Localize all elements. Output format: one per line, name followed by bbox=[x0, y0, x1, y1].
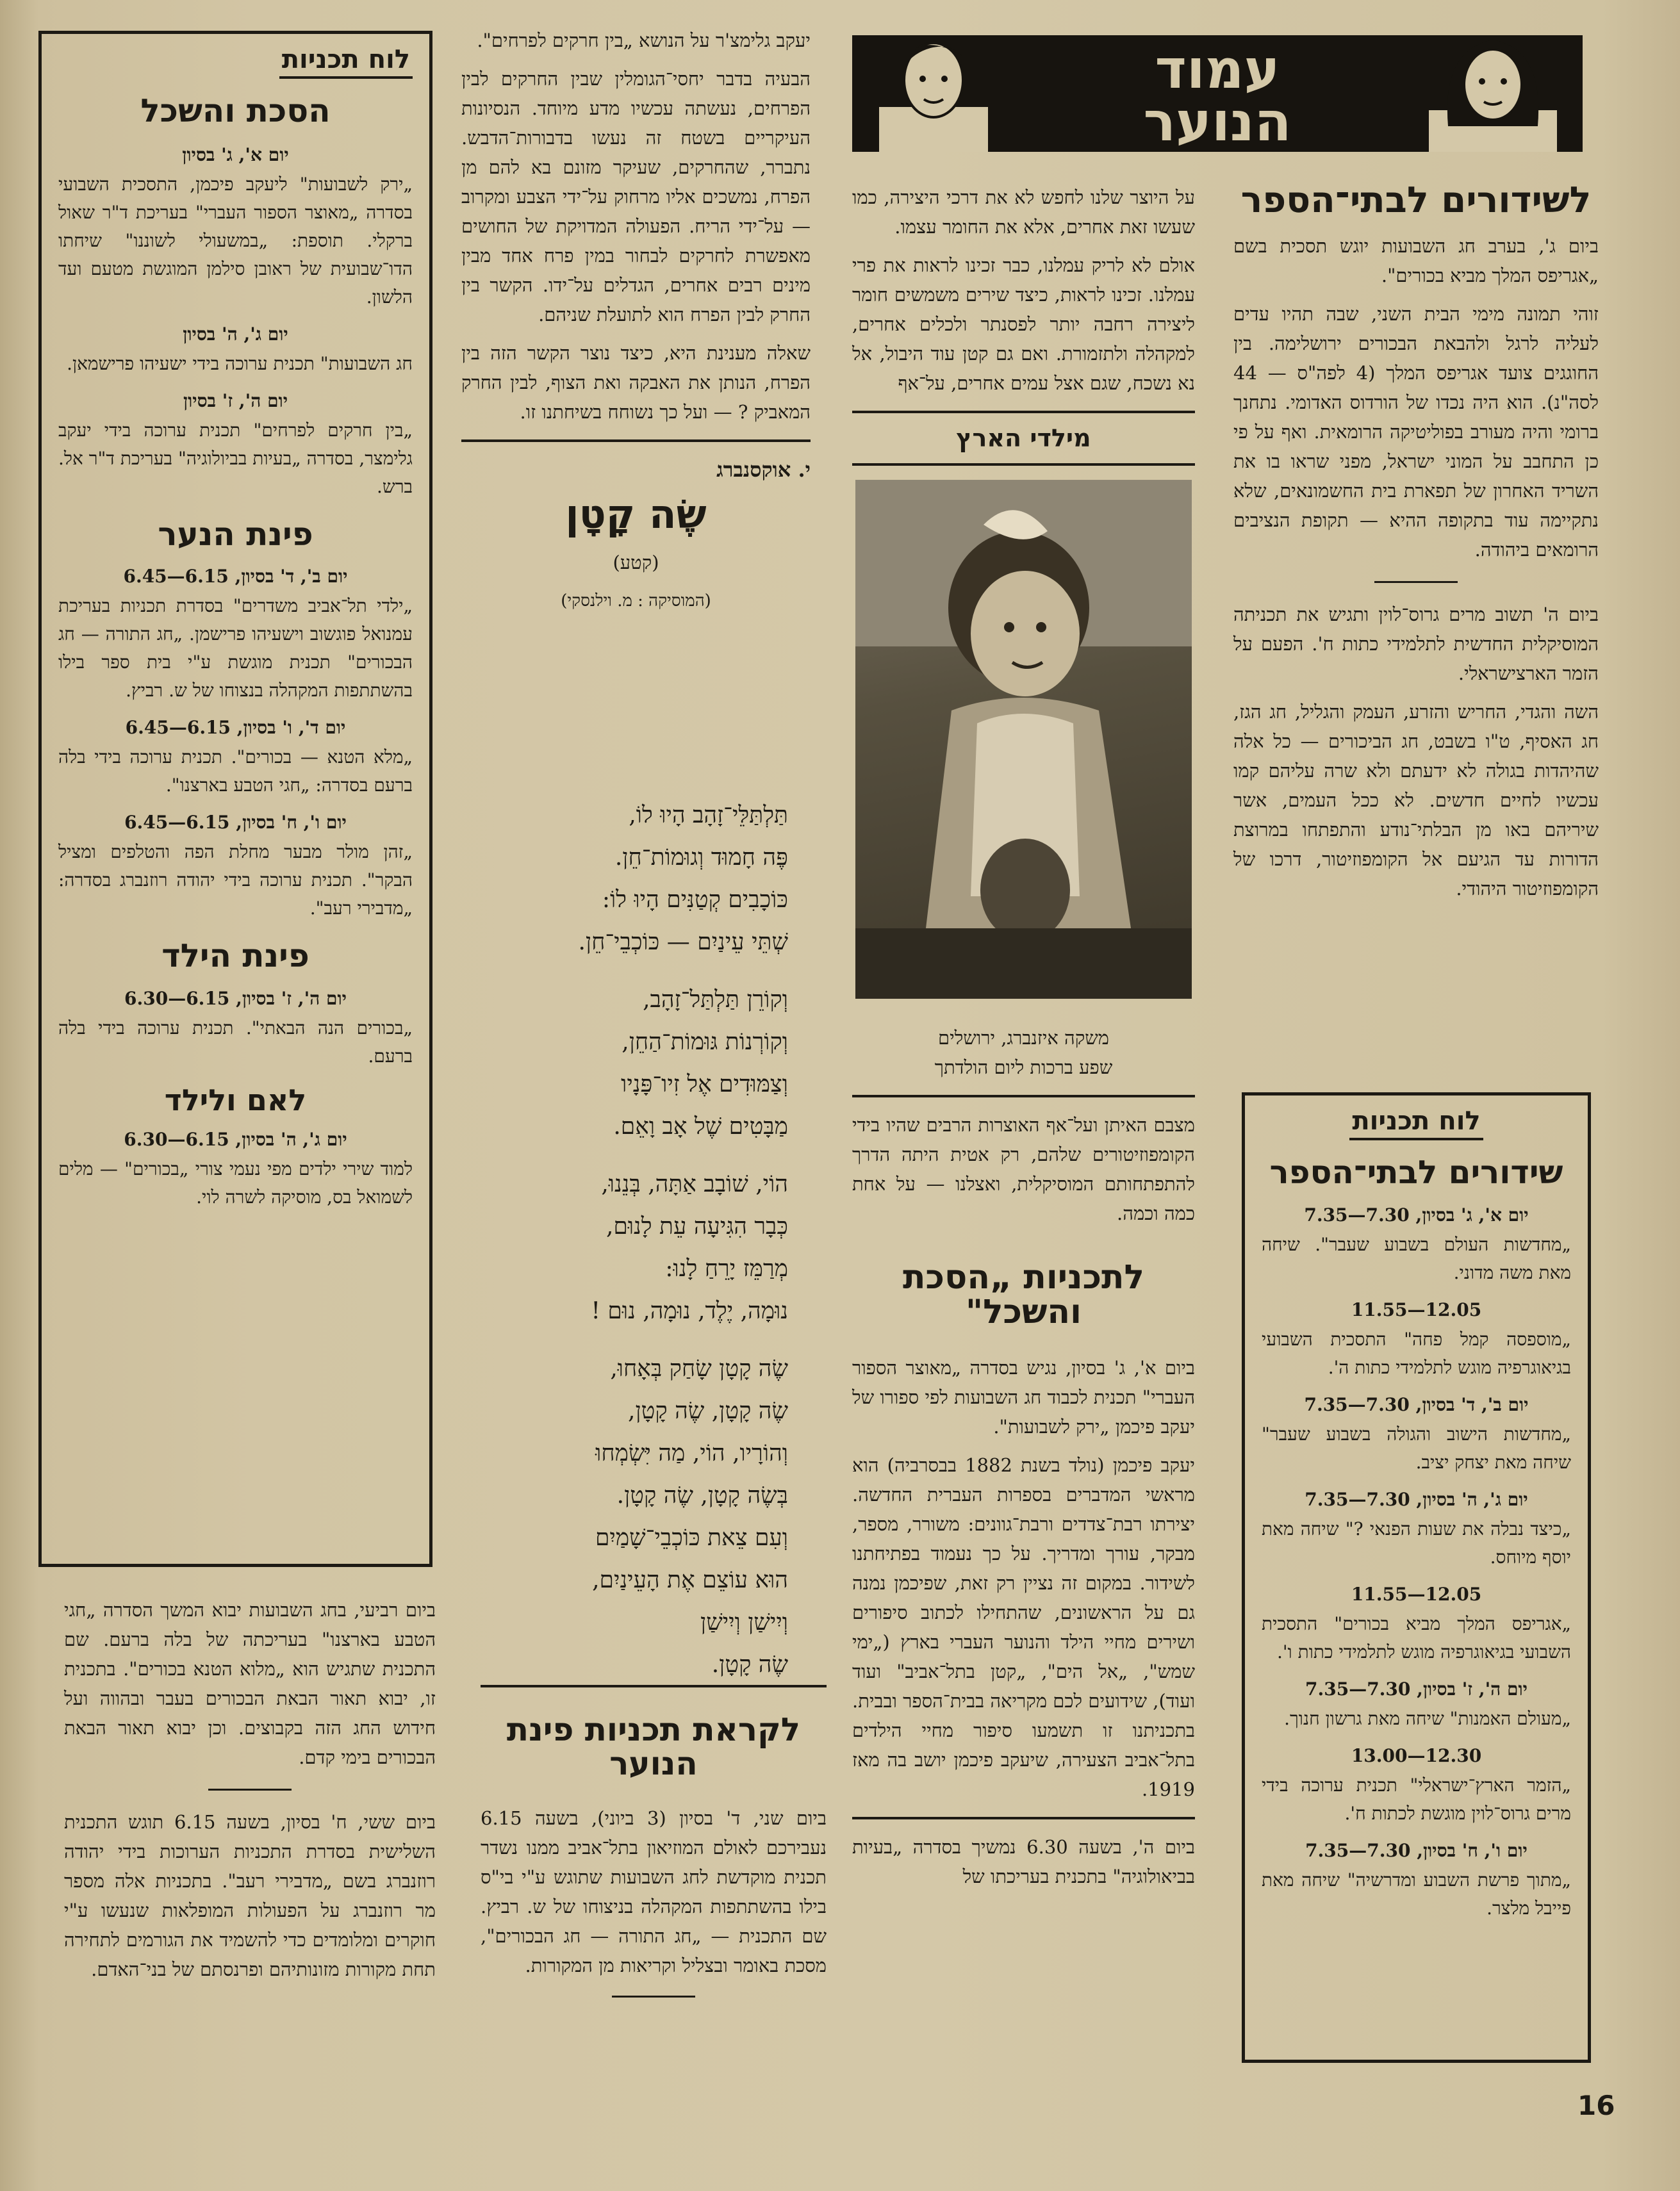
poem-line: הוֹי, שׁוֹבָב אַתָּה, בְּנֵנוּ, bbox=[601, 1171, 788, 1197]
poem-stanza bbox=[487, 1348, 788, 1686]
section-title: פינת הילד bbox=[161, 937, 309, 974]
schedule-date: יום א', ג' בסיון, 7.30—7.35 bbox=[1304, 1204, 1529, 1226]
poem-line: וְעִם צֵאת כּוֹכְבֵי־שָׁמַיִם bbox=[595, 1525, 788, 1551]
section-title: פינת הנער bbox=[158, 515, 313, 553]
poem-line: וְהוֹרָיו, הוֹי, מַה יִּשְׂמְחוּ bbox=[595, 1440, 788, 1466]
article-paragraph: ביום רביעי, בחג השבועות יבוא המשך הסדרה „חגי הטבע בארצנו" בעריכתה של בלה ברעם. שם התכנית שתגיש הוא „מלוא הטנא בכורים". בתכנית זו, יבוא תאור הבאת הבכורים בעבר ובהווה ועל חידוש החג הזה בקבוצים. וכן יבוא תאור הבאת הבכורים בימי קדם. bbox=[64, 1599, 436, 1768]
schedule-date: יום ו', ח' בסיון, 6.15—6.45 bbox=[124, 812, 347, 833]
schedule-item: „זהן מולר מבער מחלת הפה והטלפים ומציל הבקר". תכנית ערוכה בידי יהודה רוזנברג בסדרה: „מדבירי רעב". bbox=[58, 841, 413, 919]
poem-body bbox=[487, 794, 788, 1702]
schedule-date: יום ג', ה' בסיון, 7.30—7.35 bbox=[1305, 1488, 1528, 1510]
photo-caption: שפע ברכות ליום הולדתך bbox=[934, 1056, 1113, 1078]
schedule-item: חג השבועות" תכנית ערוכה בידי ישעיהו פרישמאן. bbox=[67, 352, 413, 374]
poem-title: שֶׂה קָטָן bbox=[565, 491, 707, 537]
column-bottom-left bbox=[64, 1595, 436, 1993]
article-paragraph: השה והגדי, החריש והזרע, העמק והגליל, חג הגז, חג האסיף, ט"ו בשבט, חג הביכורים — כל אלה שהיהדות בגולה לא ידעתם ולא שרה עליהם קמו עכשיו לחיים חדשים. לא ככל העמים, אשר שיריהם באו מן הבלתי־נודע והתפתחו במרוצת הדורות עד הגיעם אל הקומפוזיטור, דרכו של הקומפוזיטור היהודי. bbox=[1233, 700, 1599, 899]
article-paragraph: ביום א', ג' בסיון, נגיש בסדרה „מאוצר הספור העברי" תכנית לכבוד חג השבועות לפי ספורו של יעקב פיכמן „ירק לשבועות". bbox=[852, 1357, 1195, 1438]
article-paragraph: הבעיה בדבר יחסי־הגומלין שבין החרקים לבין הפרחים, נעשתה עכשיו מדע מיוחד. הנסיונות העיקריים בשטח זה נעשו בדבורות־הדבש. נתברר, שהחרקים, שעיקר מזונם בא להם מן הפרח, נמשכים אליו מרחוק על־ידי הצבע ומקרוב — על־ידי הריח. הפעולה המדויקת של החושים מאפשרת לחרקים לבחור במין פרח אחד מבין מינים רבים אחרים, הגדלים על־ידו. הקשר בין החרק לבין הפרח הוא לתועלת שניהם. bbox=[461, 68, 811, 325]
schedule-item: „מוספסה קמל פחה" התסכית השבועי בגיאוגרפיה מוגש לתלמידי כתות ה'. bbox=[1262, 1328, 1571, 1378]
poem-stanza bbox=[487, 1163, 788, 1333]
article-paragraph: מצבם האיתן ועל־אף האוצרות הרבים שהיו בידי הקומפוזיטורים שלהם, רק אטית היתה הדרך להתפתחותם המוסיקלית, ואצלנו — על אחת כמה וכמה. bbox=[852, 1113, 1195, 1224]
poem-line: פֶּה חָמוּד וְגוּמוֹת־חֵן. bbox=[614, 844, 788, 871]
separator bbox=[852, 1095, 1195, 1097]
photo-caption: משקה איזנברג, ירושלים bbox=[938, 1026, 1109, 1049]
schedule-date: יום ב', ד' בסיון, 6.15—6.45 bbox=[123, 566, 348, 587]
poem-line: שֶׂה קָטָן שָׂחַק בְּאָחוּ, bbox=[610, 1356, 788, 1382]
schedule-item: „כיצד נבלה את שעות הפנאי ?" שיחה מאת יוסף מיוחס. bbox=[1262, 1518, 1571, 1568]
schedule-date: יום ב', ד' בסיון, 7.30—7.35 bbox=[1304, 1393, 1529, 1415]
poem-line: וְצַמּוּדִים אֶל זִיו־פָּנָיו bbox=[621, 1071, 788, 1097]
schedule-date: יום א', ג' בסיון bbox=[182, 144, 289, 165]
separator bbox=[852, 411, 1195, 413]
article-title-school-broadcasts: לשידורים לבתי־הספר bbox=[1240, 179, 1592, 221]
page-banner bbox=[852, 35, 1583, 152]
photo-section-title: מילדי הארץ bbox=[956, 424, 1091, 452]
separator bbox=[612, 1996, 695, 1998]
column-middle-left bbox=[461, 26, 811, 625]
poem-music-credit: (המוסיקה : מ. וילנסקי) bbox=[561, 591, 711, 611]
section-title: לאם ולילד bbox=[164, 1082, 307, 1117]
schedule-date: יום ה', ז' בסיון bbox=[183, 390, 288, 411]
schedule-date: יום ג', ה' בסיון, 6.15—6.30 bbox=[124, 1128, 347, 1150]
schedule-item: „מלא הטנא — בכורים". תכנית ערוכה בידי בלה ברעם בסדרה: „חגי הטבע בארצנו". bbox=[58, 746, 413, 796]
schedule-item: „מחדשות הישוב והגולה בשבוע שעבר" שיחה מאת יצחק יציב. bbox=[1262, 1423, 1571, 1473]
schedule-item: „מתוך פרשת השבוע ומדרשיה" שיחה מאת פייבל מלצר. bbox=[1262, 1869, 1571, 1919]
poem-subtitle: (קטע) bbox=[613, 552, 659, 574]
article-paragraph: יעקב פיכמן (נולד בשנת 1882 בבסרביה) הוא מראשי המדברים בספרות העברית החדשה. יצירתו רבת־צדדים ורבת־גוונים: משורר, מספר, מבקר, עורך ומדריך. על כך נעמוד בפתיחתנו לשידור. במקום זה נציין רק זאת, שפיכמן נמנה גם על הראשונים, שהתחילו לכתוב סיפורים ושירים מחיי הילד והנוער העברי בארץ („ימי שמש", „אל הים", „קטן בתל־אביב" ועוד ועוד), שידועים לכם מקריאה בבית־הספר ובבית. בתכניתנו זו תשמעו סיפור מחיי הילדים בתל־אביב הצעירה, שיעקב פיכמן יושב בה מאז 1919. bbox=[852, 1454, 1195, 1801]
separator bbox=[852, 463, 1195, 466]
schedule-item: „מעולם האמנות" שיחה מאת גרשון חנוך. bbox=[1284, 1707, 1571, 1729]
schedule-date: יום ו', ח' בסיון, 7.30—7.35 bbox=[1305, 1839, 1528, 1861]
column-broadcasts-schools bbox=[1233, 173, 1599, 912]
girl-face-illustration bbox=[1429, 30, 1557, 152]
child-photo bbox=[855, 480, 1192, 999]
schedule-item: „בין חרקים לפרחים" תכנית ערוכה בידי יעקב גלימצר, בסדרה „בעיות בביולוגיה" בעריכת ד"ר אל. ברש. bbox=[58, 419, 413, 497]
article-paragraph: יעקב גלימצ'ר על הנושא „בין חרקים לפרחים". bbox=[477, 29, 811, 51]
separator bbox=[1374, 581, 1458, 583]
article-title-haskset-vehaskel: לתכניות „הסכת והשכל" bbox=[903, 1258, 1144, 1332]
poem-line: תַּלְתַּלֵּי־זָהָב הָיוּ לוֹ, bbox=[629, 802, 788, 828]
separator bbox=[208, 1789, 292, 1791]
banner-title-line1: עמוד bbox=[1155, 38, 1280, 101]
schedule-item: „ילדי תל־אביב משדרים" בסדרת תכניות בעריכת עמנואל פוגשוב וישעיהו פרישמן. „חג התורה — חג הבכורים" תכנית מוגשת ע"י בית ספר בילו בהשתתפות המקהלה בנצוחו של ש. רביץ. bbox=[58, 595, 413, 701]
poem-line: וְקוֹרְנוֹת גּוּמוֹת־הַחֵן, bbox=[622, 1029, 788, 1055]
separator bbox=[461, 439, 811, 442]
program-schedule-box-general bbox=[38, 31, 432, 1567]
poem-line: הוּא עוֹצֵם אֶת הָעֵינַיִם, bbox=[592, 1567, 788, 1593]
article-paragraph: ביום שני, ד' בסיון (3 ביוני), בשעה 6.15 נעבירכם לאולם המוזיאון בתל־אביב ממנו נשדר תכנית מוקדשת לחג השבועות שתוגש ע"י בי"ס בילו בהשתתפות המקהלה בניצוחו של ש. רביץ. שם התכנית — „חג התורה — חג הבכורים", מסכת באומר ובצליל וקריאות מן המקורות. bbox=[481, 1807, 827, 1976]
article-paragraph: על היוצר שלנו לחפש לא את דרכי היצירה, כמו שעשו זאת אחרים, אלא את החומר עצמו. bbox=[852, 186, 1195, 238]
poem-line: וְיִישַׁן וְיִישַׁן bbox=[700, 1609, 788, 1636]
box-label: לוח תכניות bbox=[1349, 1107, 1483, 1140]
poem-line: שְׁתֵּי עֵינַיִם — כּוֹכְבֵי־חֵן. bbox=[578, 929, 788, 955]
column-middle-right bbox=[852, 183, 1195, 1900]
schedule-item: „בכורים הנה הבאתי". תכנית ערוכה בידי בלה ברעם. bbox=[58, 1017, 413, 1067]
page-number: 16 bbox=[1577, 2090, 1615, 2121]
article-paragraph: ביום ששי, ח' בסיון, בשעה 6.15 תוגש התכנית השלישית בסדרת התכניות הערוכות בידי יהודה רוזנברג בשם „מדבירי רעב". בתכניות אלה מספר מר רוזנברג על הפעולות המופלאות שנעשו ע"י חוקרים ומלומדים כדי להשמיד את הגורמים לתחירה תחת מקורות מזונותיהם ופרנסתם של בני־האדם. bbox=[64, 1811, 436, 1980]
poem-line: מַבָּטִים שֶׁל אָב וָאֵם. bbox=[613, 1113, 788, 1140]
boy-face-illustration bbox=[879, 30, 988, 152]
poem-line: שֶׂה קָטָן, שֶׂה קָטָן, bbox=[628, 1398, 788, 1424]
separator bbox=[852, 1817, 1195, 1819]
banner-title-line2: הנוער bbox=[1143, 90, 1292, 153]
poem-stanza bbox=[487, 794, 788, 964]
article-paragraph: ביום ג', בערב חג השבועות יוגש תסכית בשם „אגריפס המלך מביא בכורים". bbox=[1233, 234, 1599, 286]
article-paragraph: אולם לא לריק עמלנו, כבר זכינו לראות את פרי עמלנו. זכינו לראות, כיצד שירים משמשים חומר ליצירה רחבה יותר לפסנתר ולכלים אחרים, למקהלה ולתזמורת. ואם גם קטן עוד היבול, אל נא נשכח, שגם אצל עמים אחרים, על־אף bbox=[852, 254, 1195, 394]
separator bbox=[481, 1685, 827, 1687]
schedule-date: יום ד', ו' בסיון, 6.15—6.45 bbox=[125, 717, 346, 738]
article-paragraph: ביום ה', בשעה 6.30 נמשיך בסדרה „בעיות בביאולוגיה" בתכנית בעריכתו של bbox=[852, 1836, 1195, 1888]
poem-line: נוּמָה, יֶלֶד, נוּמָה, נוּם ! bbox=[591, 1298, 788, 1324]
box-label: לוח תכניות bbox=[279, 45, 413, 79]
schedule-date: יום ג', ה' בסיון bbox=[183, 323, 288, 345]
schedule-item: „ירק לשבועות" ליעקב פיכמן, התסכית השבועי בסדרה „מאוצר הספור העברי" בעריכת ד"ר שאול ברקלי. תוספת: „במשעולי לשוננו" שיחתו הדו־שבועית של ראובן סילמן המוגשת מטעם ועד הלשון. bbox=[58, 173, 413, 308]
article-title-youth-corner: לקראת תכניות פינת הנוער bbox=[506, 1711, 801, 1782]
article-paragraph: זוהי תמונה מימי הבית השני, שבה תהיו עדים לעליה לרגל ולהבאת הבכורים ירושלימה. בין החוגגים צועד אגריפס המלך (4 לפה"ס — 44 לסה"נ). הוא היה נכדו של הורדוס האדומי. נתחנך ברומי והיה מעורב בפוליטיקה הרומאית. ואף על פי כן התחבב על המוני ישראל, מפני שראו בו את השריד האחרון של תפארת בית החשמונאים, שלא נתקיימה עוד בתקופה ההיא — תקופת הנציבים הרומאים ביהודה. bbox=[1233, 302, 1599, 561]
schedule-item: למוד שירי ילדים מפי נעמי צורי „בכורים" — מלים לשמואל בס, מוסיקה לשרה לוי. bbox=[58, 1158, 413, 1208]
poem-author: י. אוקסנברג bbox=[716, 457, 811, 482]
program-schedule-box-schools bbox=[1242, 1092, 1591, 2063]
schedule-item: „אגריפס המלך מביא בכורים" התסכית השבועי בגיאוגרפיה מוגש לתלמידי כתות ו'. bbox=[1262, 1612, 1571, 1662]
box-title: שידורים לבתי־הספר bbox=[1269, 1154, 1563, 1191]
schedule-date: 12.30—13.00 bbox=[1351, 1744, 1482, 1766]
poem-line: וְקוֹרֵן תַּלְתַּל־זָהָב, bbox=[643, 987, 788, 1013]
poem-line: מְרַמֵּז יָרֵחַ לָנוּ: bbox=[665, 1256, 788, 1282]
poem-line: כְּבָר הִגִּיעָה עֵת לָנוּם, bbox=[605, 1213, 788, 1240]
column-youth-corner-preview bbox=[481, 1685, 827, 2014]
poem-line: בְּשֶׂה קָטָן, שֶׂה קָטָן. bbox=[616, 1482, 788, 1509]
poem-line: כּוֹכָבִים קְטַנִּים הָיוּ לוֹ: bbox=[602, 887, 788, 913]
schedule-date: 12.05—11.55 bbox=[1351, 1583, 1482, 1605]
schedule-date: 12.05—11.55 bbox=[1351, 1299, 1482, 1320]
schedule-item: „מחדשות העולם בשבוע שעבר". שיחה מאת משה מדוני. bbox=[1262, 1233, 1571, 1283]
poem-stanza bbox=[487, 979, 788, 1148]
article-paragraph: שאלה מענינת היא, כיצד נוצר הקשר הזה בין הפרח, הנותן את האבקה ואת הצוף, לבין החרק המאביק ? — ועל כך נשוחח בשיחתנו זו. bbox=[461, 342, 811, 423]
section-title: הסכת והשכל bbox=[140, 92, 331, 129]
schedule-date: יום ה', ז' בסיון, 6.15—6.30 bbox=[124, 987, 347, 1009]
poem-line: שֶׂה קָטָן. bbox=[711, 1652, 788, 1678]
schedule-item: „הזמר הארץ־ישראלי" תכנית ערוכה בידי מרים גרוס־לוין מוגשת לכתות ח'. bbox=[1262, 1774, 1571, 1824]
article-paragraph: ביום ה' תשוב מרים גרוס־לוין ותגיש את תכניתה המוסיקלית החדשית לתלמידי כתות ח'. הפעם על הזמר הארצישראלי. bbox=[1233, 603, 1599, 684]
schedule-date: יום ה', ז' בסיון, 7.30—7.35 bbox=[1305, 1678, 1528, 1700]
